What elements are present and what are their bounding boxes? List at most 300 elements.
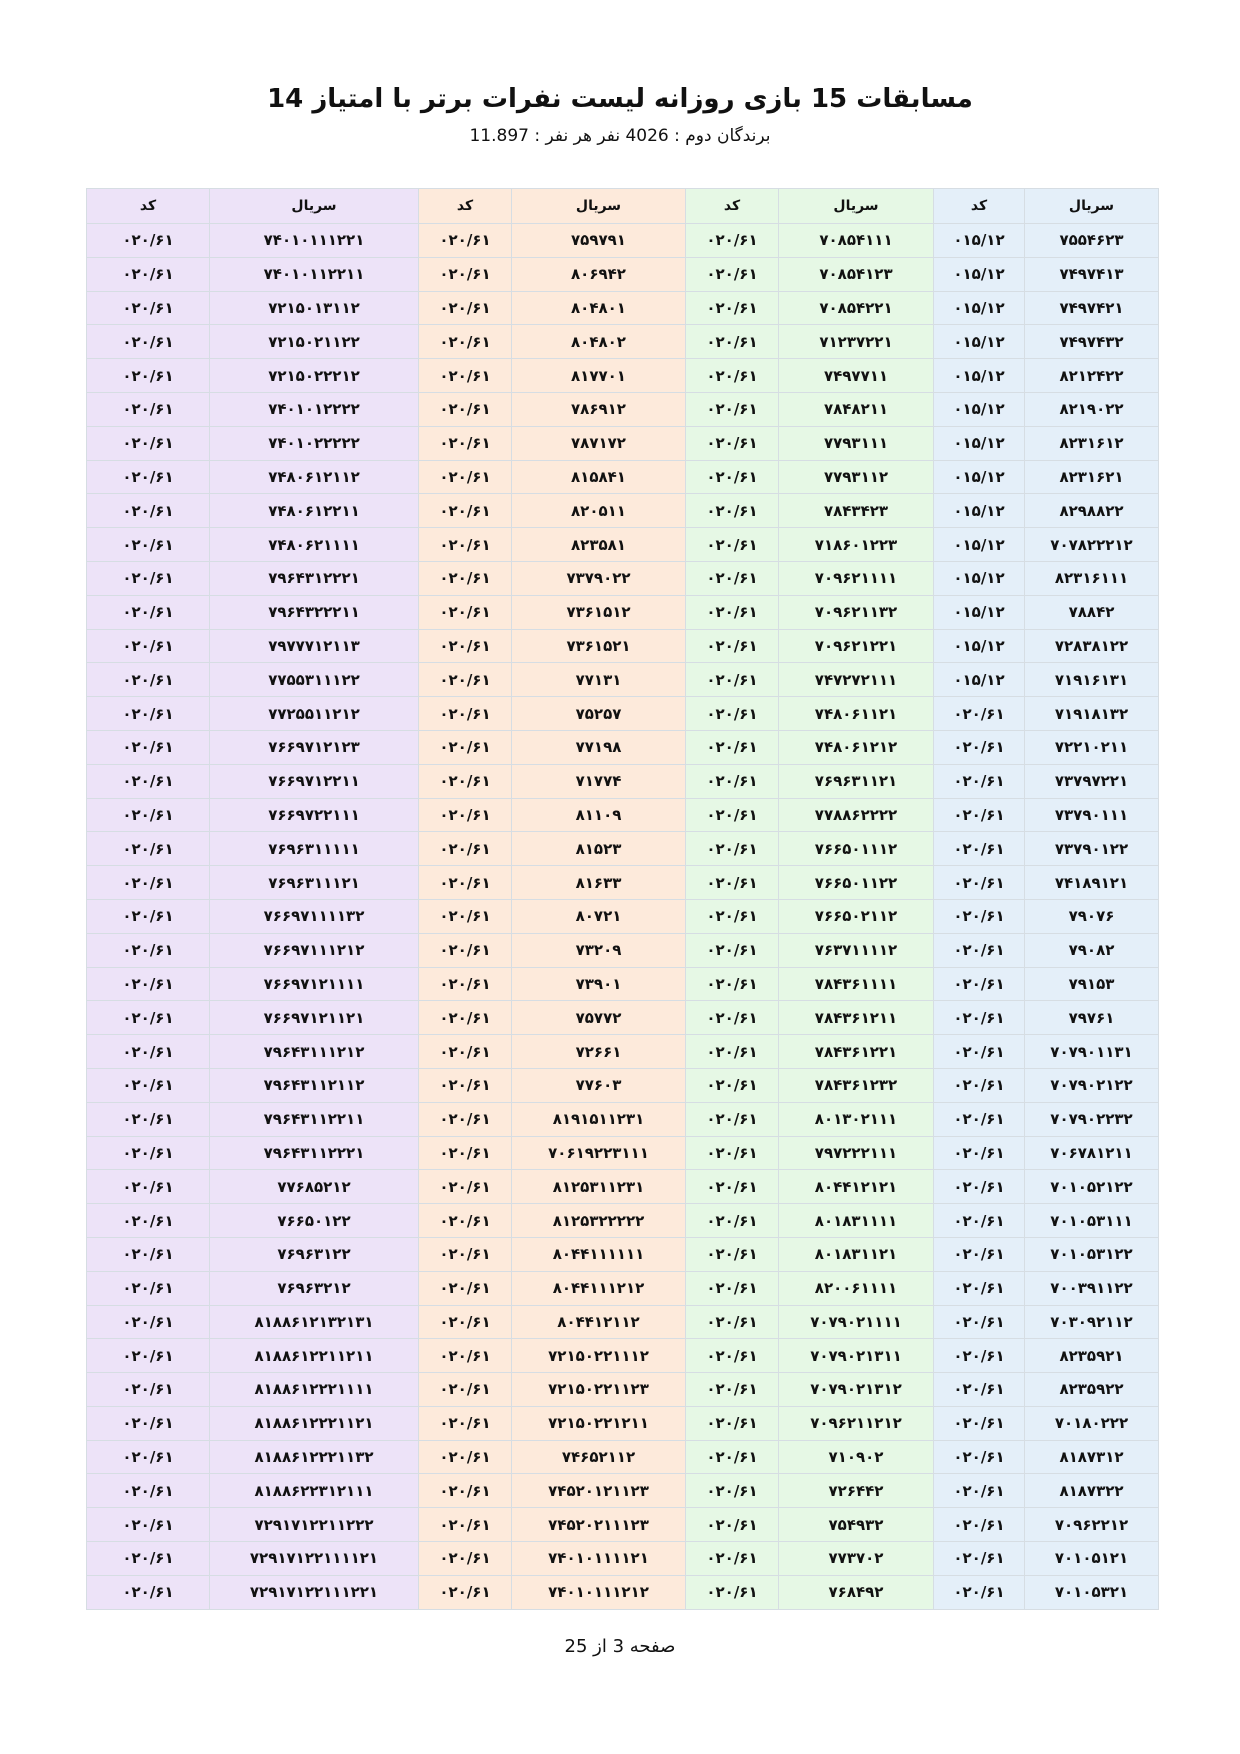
table-row bbox=[87, 1508, 1159, 1542]
page-subtitle: برندگان دوم : 4026 نفر هر نفر : 11.897 bbox=[469, 126, 771, 146]
code-cell: ۰۲۰/۶۱ bbox=[419, 1339, 512, 1373]
serial-cell: ۷۱۰۹۰۲ bbox=[779, 1440, 934, 1474]
code-cell: ۰۲۰/۶۱ bbox=[419, 663, 512, 697]
serial-cell: ۷۶۹۶۳۱۲۲ bbox=[210, 1237, 419, 1271]
code-cell: ۰۲۰/۶۱ bbox=[419, 460, 512, 494]
serial-cell: ۷۱۹۱۶۱۳۱ bbox=[1025, 663, 1159, 697]
serial-cell: ۷۹۷۶۱ bbox=[1025, 1001, 1159, 1035]
serial-cell: ۸۰۴۴۱۲۱۲۱ bbox=[779, 1170, 934, 1204]
code-cell: ۰۲۰/۶۱ bbox=[686, 1102, 779, 1136]
code-cell: ۰۲۰/۶۱ bbox=[686, 1542, 779, 1576]
code-cell: ۰۲۰/۶۱ bbox=[87, 1305, 210, 1339]
code-cell: ۰۲۰/۶۱ bbox=[686, 257, 779, 291]
serial-cell: ۷۵۷۷۲ bbox=[512, 1001, 686, 1035]
code-cell: ۰۲۰/۶۱ bbox=[934, 730, 1025, 764]
code-cell: ۰۲۰/۶۱ bbox=[686, 663, 779, 697]
code-cell: ۰۲۰/۶۱ bbox=[686, 697, 779, 731]
code-cell: ۰۲۰/۶۱ bbox=[686, 1339, 779, 1373]
code-cell: ۰۲۰/۶۱ bbox=[87, 1508, 210, 1542]
serial-cell: ۷۲۱۵۰۲۱۱۲۲ bbox=[210, 325, 419, 359]
serial-cell: ۷۶۶۵۰۲۱۱۲ bbox=[779, 899, 934, 933]
serial-cell: ۷۸۴۳۶۱۲۲۱ bbox=[779, 1035, 934, 1069]
serial-cell: ۷۶۶۹۷۱۲۱۱۱۱ bbox=[210, 967, 419, 1001]
code-cell: ۰۲۰/۶۱ bbox=[87, 1440, 210, 1474]
code-cell: ۰۲۰/۶۱ bbox=[87, 460, 210, 494]
code-cell: ۰۲۰/۶۱ bbox=[686, 1068, 779, 1102]
serial-cell: ۷۹۶۴۳۱۱۲۲۲۱ bbox=[210, 1136, 419, 1170]
table-row bbox=[87, 595, 1159, 629]
table-row bbox=[87, 561, 1159, 595]
serial-cell: ۷۳۷۹۰۱۲۲ bbox=[1025, 832, 1159, 866]
code-cell: ۰۲۰/۶۱ bbox=[934, 1068, 1025, 1102]
code-cell: ۰۲۰/۶۱ bbox=[934, 764, 1025, 798]
code-cell: ۰۲۰/۶۱ bbox=[419, 866, 512, 900]
serial-cell: ۸۰۴۴۱۱۱۲۱۲ bbox=[512, 1271, 686, 1305]
serial-cell: ۷۴۰۱۰۱۱۲۲۱۱ bbox=[210, 257, 419, 291]
code-cell: ۰۲۰/۶۱ bbox=[419, 1575, 512, 1609]
code-cell: ۰۲۰/۶۱ bbox=[686, 561, 779, 595]
serial-cell: ۷۶۶۹۷۱۲۱۲۳ bbox=[210, 730, 419, 764]
code-cell: ۰۲۰/۶۱ bbox=[419, 1170, 512, 1204]
code-cell: ۰۲۰/۶۱ bbox=[87, 663, 210, 697]
serial-cell: ۸۲۱۲۴۲۲ bbox=[1025, 359, 1159, 393]
code-cell: ۰۲۰/۶۱ bbox=[419, 1474, 512, 1508]
code-cell: ۰۲۰/۶۱ bbox=[419, 1406, 512, 1440]
page-header bbox=[0, 84, 1240, 146]
serial-cell: ۸۱۷۷۰۱ bbox=[512, 359, 686, 393]
serial-cell: ۷۱۸۶۰۱۲۲۳ bbox=[779, 528, 934, 562]
code-cell: ۰۲۰/۶۱ bbox=[419, 1204, 512, 1238]
serial-cell: ۷۹۰۷۶ bbox=[1025, 899, 1159, 933]
code-cell: ۰۲۰/۶۱ bbox=[87, 866, 210, 900]
serial-cell: ۷۹۶۴۳۲۲۲۱۱ bbox=[210, 595, 419, 629]
serial-cell: ۷۸۴۳۶۱۲۳۲ bbox=[779, 1068, 934, 1102]
serial-cell: ۷۱۹۱۸۱۳۲ bbox=[1025, 697, 1159, 731]
code-cell: ۰۲۰/۶۱ bbox=[87, 1237, 210, 1271]
code-cell: ۰۲۰/۶۱ bbox=[686, 460, 779, 494]
serial-cell: ۷۴۶۵۲۱۱۲ bbox=[512, 1440, 686, 1474]
serial-cell: ۷۴۹۷۴۱۳ bbox=[1025, 257, 1159, 291]
serial-cell: ۷۳۷۹۰۱۱۱ bbox=[1025, 798, 1159, 832]
table-row bbox=[87, 1237, 1159, 1271]
code-cell: ۰۲۰/۶۱ bbox=[934, 1271, 1025, 1305]
code-cell: ۰۲۰/۶۱ bbox=[87, 325, 210, 359]
table-row bbox=[87, 663, 1159, 697]
code-cell: ۰۲۰/۶۱ bbox=[934, 1440, 1025, 1474]
table-row bbox=[87, 494, 1159, 528]
code-cell: ۰۲۰/۶۱ bbox=[934, 1339, 1025, 1373]
serial-cell: ۸۱۸۸۶۱۲۲۲۱۱۲۱ bbox=[210, 1406, 419, 1440]
serial-cell: ۷۰۷۹۰۲۱۱۱۱ bbox=[779, 1305, 934, 1339]
serial-cell: ۷۳۷۹۷۲۲۱ bbox=[1025, 764, 1159, 798]
code-cell: ۰۲۰/۶۱ bbox=[87, 764, 210, 798]
code-cell: ۰۲۰/۶۱ bbox=[686, 629, 779, 663]
serial-cell: ۷۳۷۹۰۲۲ bbox=[512, 561, 686, 595]
serial-cell: ۷۹۰۸۲ bbox=[1025, 933, 1159, 967]
code-cell: ۰۲۰/۶۱ bbox=[419, 1440, 512, 1474]
serial-cell: ۸۲۳۵۹۲۱ bbox=[1025, 1339, 1159, 1373]
code-cell: ۰۱۵/۱۲ bbox=[934, 257, 1025, 291]
table-row bbox=[87, 933, 1159, 967]
column-header-code: کد bbox=[87, 189, 210, 224]
serial-cell: ۸۱۵۸۴۱ bbox=[512, 460, 686, 494]
serial-cell: ۷۰۱۰۵۱۲۱ bbox=[1025, 1542, 1159, 1576]
code-cell: ۰۲۰/۶۱ bbox=[686, 967, 779, 1001]
serial-cell: ۷۰۸۵۴۲۲۱ bbox=[779, 291, 934, 325]
code-cell: ۰۲۰/۶۱ bbox=[686, 1575, 779, 1609]
serial-cell: ۷۶۹۶۳۱۱۱۲۱ bbox=[210, 866, 419, 900]
table-row bbox=[87, 629, 1159, 663]
serial-cell: ۷۴۸۰۶۲۱۱۱۱ bbox=[210, 528, 419, 562]
code-cell: ۰۲۰/۶۱ bbox=[87, 1068, 210, 1102]
code-cell: ۰۲۰/۶۱ bbox=[686, 764, 779, 798]
serial-cell: ۸۰۶۹۴۲ bbox=[512, 257, 686, 291]
code-cell: ۰۲۰/۶۱ bbox=[87, 1373, 210, 1407]
serial-cell: ۷۳۶۱۵۱۲ bbox=[512, 595, 686, 629]
serial-cell: ۸۱۲۵۳۱۱۲۳۱ bbox=[512, 1170, 686, 1204]
serial-cell: ۷۶۶۹۷۱۱۱۲۱۲ bbox=[210, 933, 419, 967]
table-row bbox=[87, 224, 1159, 258]
code-cell: ۰۲۰/۶۱ bbox=[686, 291, 779, 325]
code-cell: ۰۲۰/۶۱ bbox=[686, 392, 779, 426]
code-cell: ۰۲۰/۶۱ bbox=[419, 899, 512, 933]
code-cell: ۰۱۵/۱۲ bbox=[934, 224, 1025, 258]
code-cell: ۰۲۰/۶۱ bbox=[87, 1035, 210, 1069]
table-row bbox=[87, 1575, 1159, 1609]
table-row bbox=[87, 426, 1159, 460]
serial-cell: ۸۰۱۳۰۲۱۱۱ bbox=[779, 1102, 934, 1136]
code-cell: ۰۲۰/۶۱ bbox=[686, 1170, 779, 1204]
serial-cell: ۷۷۱۳۱ bbox=[512, 663, 686, 697]
serial-cell: ۷۰۱۸۰۲۲۲ bbox=[1025, 1406, 1159, 1440]
code-cell: ۰۲۰/۶۱ bbox=[934, 899, 1025, 933]
serial-cell: ۷۹۶۴۳۱۱۱۲۱۲ bbox=[210, 1035, 419, 1069]
code-cell: ۰۲۰/۶۱ bbox=[419, 494, 512, 528]
serial-cell: ۷۸۸۴۲ bbox=[1025, 595, 1159, 629]
code-cell: ۰۲۰/۶۱ bbox=[686, 1271, 779, 1305]
code-cell: ۰۲۰/۶۱ bbox=[686, 1204, 779, 1238]
serial-cell: ۸۲۳۵۸۱ bbox=[512, 528, 686, 562]
serial-cell: ۷۸۴۳۶۱۱۱۱ bbox=[779, 967, 934, 1001]
code-cell: ۰۲۰/۶۱ bbox=[87, 798, 210, 832]
code-cell: ۰۲۰/۶۱ bbox=[87, 1406, 210, 1440]
code-cell: ۰۲۰/۶۱ bbox=[686, 899, 779, 933]
serial-cell: ۷۴۵۲۰۲۱۱۱۲۳ bbox=[512, 1508, 686, 1542]
serial-cell: ۸۲۳۱۶۲۱ bbox=[1025, 460, 1159, 494]
table-row bbox=[87, 392, 1159, 426]
table-row bbox=[87, 1136, 1159, 1170]
code-cell: ۰۲۰/۶۱ bbox=[419, 1237, 512, 1271]
serial-cell: ۷۰۸۵۴۱۱۱ bbox=[779, 224, 934, 258]
table-row bbox=[87, 730, 1159, 764]
code-cell: ۰۲۰/۶۱ bbox=[419, 1373, 512, 1407]
serial-cell: ۷۴۷۲۷۲۱۱۱ bbox=[779, 663, 934, 697]
table-row bbox=[87, 1170, 1159, 1204]
code-cell: ۰۲۰/۶۱ bbox=[419, 697, 512, 731]
serial-cell: ۸۲۳۱۶۱۱۱ bbox=[1025, 561, 1159, 595]
serial-cell: ۷۲۱۵۰۱۳۱۱۲ bbox=[210, 291, 419, 325]
serial-cell: ۸۲۹۸۸۲۲ bbox=[1025, 494, 1159, 528]
code-cell: ۰۲۰/۶۱ bbox=[87, 832, 210, 866]
serial-cell: ۷۲۱۵۰۲۲۱۱۲۳ bbox=[512, 1373, 686, 1407]
table-row bbox=[87, 528, 1159, 562]
code-cell: ۰۲۰/۶۱ bbox=[419, 1035, 512, 1069]
code-cell: ۰۲۰/۶۱ bbox=[419, 1305, 512, 1339]
code-cell: ۰۲۰/۶۱ bbox=[419, 426, 512, 460]
serial-cell: ۷۶۶۹۷۱۱۱۱۳۲ bbox=[210, 899, 419, 933]
serial-cell: ۷۶۶۹۷۲۲۱۱۱ bbox=[210, 798, 419, 832]
serial-cell: ۷۷۳۷۰۲ bbox=[779, 1542, 934, 1576]
serial-cell: ۸۱۸۷۳۲۲ bbox=[1025, 1474, 1159, 1508]
serial-cell: ۷۰۶۷۸۱۲۱۱ bbox=[1025, 1136, 1159, 1170]
serial-cell: ۸۰۴۸۰۲ bbox=[512, 325, 686, 359]
code-cell: ۰۱۵/۱۲ bbox=[934, 392, 1025, 426]
code-cell: ۰۲۰/۶۱ bbox=[934, 1508, 1025, 1542]
code-cell: ۰۲۰/۶۱ bbox=[686, 798, 779, 832]
code-cell: ۰۲۰/۶۱ bbox=[87, 561, 210, 595]
code-cell: ۰۲۰/۶۱ bbox=[87, 224, 210, 258]
serial-cell: ۷۶۶۵۰۱۱۲۲ bbox=[779, 866, 934, 900]
code-cell: ۰۲۰/۶۱ bbox=[419, 392, 512, 426]
serial-cell: ۷۰۱۰۵۲۱۲۲ bbox=[1025, 1170, 1159, 1204]
table-row bbox=[87, 832, 1159, 866]
table-body bbox=[87, 224, 1159, 1610]
serial-cell: ۷۳۲۰۹ bbox=[512, 933, 686, 967]
serial-cell: ۷۷۱۹۸ bbox=[512, 730, 686, 764]
serial-cell: ۸۰۴۴۱۱۱۱۱۱ bbox=[512, 1237, 686, 1271]
serial-cell: ۷۴۸۰۶۱۲۱۲ bbox=[779, 730, 934, 764]
serial-cell: ۷۴۱۸۹۱۲۱ bbox=[1025, 866, 1159, 900]
code-cell: ۰۲۰/۶۱ bbox=[419, 359, 512, 393]
serial-cell: ۸۱۹۱۵۱۱۲۳۱ bbox=[512, 1102, 686, 1136]
code-cell: ۰۲۰/۶۱ bbox=[686, 528, 779, 562]
column-header-serial: سریال bbox=[779, 189, 934, 224]
code-cell: ۰۲۰/۶۱ bbox=[87, 1271, 210, 1305]
page-title: مسابقات 15 بازی روزانه لیست نفرات برتر با امتیاز 14 bbox=[267, 84, 973, 114]
serial-cell: ۷۴۰۱۰۱۱۱۲۱۲ bbox=[512, 1575, 686, 1609]
serial-cell: ۸۲۰۰۶۱۱۱۱ bbox=[779, 1271, 934, 1305]
code-cell: ۰۲۰/۶۱ bbox=[686, 494, 779, 528]
serial-cell: ۷۴۸۰۶۱۱۲۱ bbox=[779, 697, 934, 731]
serial-cell: ۷۸۴۳۶۱۲۱۱ bbox=[779, 1001, 934, 1035]
code-cell: ۰۲۰/۶۱ bbox=[87, 494, 210, 528]
serial-cell: ۸۱۸۸۶۱۲۲۲۱۱۳۲ bbox=[210, 1440, 419, 1474]
serial-cell: ۷۲۱۵۰۲۲۱۲۱۱ bbox=[512, 1406, 686, 1440]
code-cell: ۰۲۰/۶۱ bbox=[686, 1136, 779, 1170]
serial-cell: ۷۳۹۰۱ bbox=[512, 967, 686, 1001]
code-cell: ۰۲۰/۶۱ bbox=[419, 1542, 512, 1576]
serial-cell: ۸۱۸۸۶۱۲۱۳۲۱۳۱ bbox=[210, 1305, 419, 1339]
code-cell: ۰۱۵/۱۲ bbox=[934, 528, 1025, 562]
code-cell: ۰۲۰/۶۱ bbox=[87, 528, 210, 562]
code-cell: ۰۲۰/۶۱ bbox=[419, 1001, 512, 1035]
code-cell: ۰۲۰/۶۱ bbox=[419, 798, 512, 832]
serial-cell: ۷۴۹۷۴۲۱ bbox=[1025, 291, 1159, 325]
code-cell: ۰۱۵/۱۲ bbox=[934, 629, 1025, 663]
serial-cell: ۸۱۲۵۳۲۲۲۲۲ bbox=[512, 1204, 686, 1238]
code-cell: ۰۲۰/۶۱ bbox=[419, 1508, 512, 1542]
serial-cell: ۷۶۶۹۷۱۲۱۱۲۱ bbox=[210, 1001, 419, 1035]
table-row bbox=[87, 1204, 1159, 1238]
serial-cell: ۷۲۸۳۸۱۲۲ bbox=[1025, 629, 1159, 663]
code-cell: ۰۲۰/۶۱ bbox=[934, 1102, 1025, 1136]
serial-cell: ۷۵۹۷۹۱ bbox=[512, 224, 686, 258]
table-row bbox=[87, 697, 1159, 731]
column-header-code: کد bbox=[934, 189, 1025, 224]
column-header-serial: سریال bbox=[1025, 189, 1159, 224]
code-cell: ۰۲۰/۶۱ bbox=[686, 1406, 779, 1440]
code-cell: ۰۲۰/۶۱ bbox=[934, 1373, 1025, 1407]
serial-cell: ۷۳۶۱۵۲۱ bbox=[512, 629, 686, 663]
serial-cell: ۷۴۹۷۴۳۲ bbox=[1025, 325, 1159, 359]
serial-cell: ۷۶۶۵۰۱۲۲ bbox=[210, 1204, 419, 1238]
serial-cell: ۷۷۶۰۳ bbox=[512, 1068, 686, 1102]
serial-cell: ۷۴۰۱۰۱۲۲۲۲ bbox=[210, 392, 419, 426]
serial-cell: ۷۲۱۵۰۲۲۱۱۱۲ bbox=[512, 1339, 686, 1373]
serial-cell: ۷۸۴۳۴۲۳ bbox=[779, 494, 934, 528]
table-row bbox=[87, 1542, 1159, 1576]
code-cell: ۰۲۰/۶۱ bbox=[686, 1440, 779, 1474]
column-header-serial: سریال bbox=[512, 189, 686, 224]
code-cell: ۰۲۰/۶۱ bbox=[87, 967, 210, 1001]
code-cell: ۰۲۰/۶۱ bbox=[686, 1001, 779, 1035]
serial-cell: ۷۴۸۰۶۱۲۱۱۲ bbox=[210, 460, 419, 494]
serial-cell: ۷۹۶۴۳۱۱۲۲۱۱ bbox=[210, 1102, 419, 1136]
code-cell: ۰۲۰/۶۱ bbox=[87, 1136, 210, 1170]
code-cell: ۰۲۰/۶۱ bbox=[686, 1373, 779, 1407]
code-cell: ۰۲۰/۶۱ bbox=[686, 359, 779, 393]
table-row bbox=[87, 1406, 1159, 1440]
serial-cell: ۷۶۸۴۹۲ bbox=[779, 1575, 934, 1609]
code-cell: ۰۲۰/۶۱ bbox=[934, 798, 1025, 832]
serial-cell: ۷۲۱۵۰۲۲۲۱۲ bbox=[210, 359, 419, 393]
serial-cell: ۸۱۵۲۳ bbox=[512, 832, 686, 866]
serial-cell: ۸۲۱۹۰۲۲ bbox=[1025, 392, 1159, 426]
code-cell: ۰۲۰/۶۱ bbox=[419, 629, 512, 663]
code-cell: ۰۲۰/۶۱ bbox=[686, 1474, 779, 1508]
serial-cell: ۷۰۱۰۵۳۱۲۲ bbox=[1025, 1237, 1159, 1271]
serial-cell: ۸۱۸۷۳۱۲ bbox=[1025, 1440, 1159, 1474]
code-cell: ۰۲۰/۶۱ bbox=[934, 1237, 1025, 1271]
code-cell: ۰۲۰/۶۱ bbox=[686, 224, 779, 258]
serial-cell: ۷۹۱۵۳ bbox=[1025, 967, 1159, 1001]
serial-cell: ۷۷۶۸۵۲۱۲ bbox=[210, 1170, 419, 1204]
code-cell: ۰۲۰/۶۱ bbox=[934, 1136, 1025, 1170]
table-row bbox=[87, 1305, 1159, 1339]
code-cell: ۰۲۰/۶۱ bbox=[686, 325, 779, 359]
code-cell: ۰۱۵/۱۲ bbox=[934, 663, 1025, 697]
table-row bbox=[87, 257, 1159, 291]
table-row bbox=[87, 1474, 1159, 1508]
code-cell: ۰۲۰/۶۱ bbox=[419, 224, 512, 258]
table-row bbox=[87, 967, 1159, 1001]
serial-cell: ۷۱۲۳۷۲۲۱ bbox=[779, 325, 934, 359]
serial-cell: ۸۰۷۲۱ bbox=[512, 899, 686, 933]
code-cell: ۰۲۰/۶۱ bbox=[934, 1204, 1025, 1238]
code-cell: ۰۱۵/۱۲ bbox=[934, 494, 1025, 528]
serial-cell: ۸۱۸۸۶۱۲۲۲۱۱۱۱ bbox=[210, 1373, 419, 1407]
code-cell: ۰۲۰/۶۱ bbox=[87, 730, 210, 764]
serial-cell: ۸۱۶۳۳ bbox=[512, 866, 686, 900]
serial-cell: ۷۰۹۶۲۲۱۲ bbox=[1025, 1508, 1159, 1542]
code-cell: ۰۲۰/۶۱ bbox=[686, 1035, 779, 1069]
table-row bbox=[87, 460, 1159, 494]
code-cell: ۰۲۰/۶۱ bbox=[419, 1136, 512, 1170]
code-cell: ۰۲۰/۶۱ bbox=[934, 832, 1025, 866]
code-cell: ۰۲۰/۶۱ bbox=[419, 291, 512, 325]
code-cell: ۰۲۰/۶۱ bbox=[419, 325, 512, 359]
serial-cell: ۷۸۶۹۱۲ bbox=[512, 392, 686, 426]
column-header-serial: سریال bbox=[210, 189, 419, 224]
serial-cell: ۷۷۹۳۱۱۱ bbox=[779, 426, 934, 460]
code-cell: ۰۲۰/۶۱ bbox=[934, 1001, 1025, 1035]
table-row bbox=[87, 1373, 1159, 1407]
serial-cell: ۸۰۴۴۱۲۱۱۲ bbox=[512, 1305, 686, 1339]
table-row bbox=[87, 1271, 1159, 1305]
serial-cell: ۷۰۹۶۲۱۱۲۱۲ bbox=[779, 1406, 934, 1440]
serial-cell: ۸۰۱۸۳۱۱۲۱ bbox=[779, 1237, 934, 1271]
table-row bbox=[87, 359, 1159, 393]
code-cell: ۰۲۰/۶۱ bbox=[87, 291, 210, 325]
code-cell: ۰۲۰/۶۱ bbox=[934, 1474, 1025, 1508]
table-row bbox=[87, 764, 1159, 798]
serial-cell: ۷۶۹۶۳۱۱۱۱۱ bbox=[210, 832, 419, 866]
serial-cell: ۷۹۷۷۷۱۲۱۱۳ bbox=[210, 629, 419, 663]
code-cell: ۰۲۰/۶۱ bbox=[686, 1508, 779, 1542]
code-cell: ۰۲۰/۶۱ bbox=[87, 1170, 210, 1204]
serial-cell: ۷۹۶۴۳۱۲۲۲۱ bbox=[210, 561, 419, 595]
serial-cell: ۷۶۶۹۷۱۲۲۱۱ bbox=[210, 764, 419, 798]
serial-cell: ۷۶۳۷۱۱۱۱۲ bbox=[779, 933, 934, 967]
serial-cell: ۷۰۳۰۹۲۱۱۲ bbox=[1025, 1305, 1159, 1339]
serial-cell: ۷۰۷۹۰۲۱۳۱۲ bbox=[779, 1373, 934, 1407]
serial-cell: ۷۷۸۸۶۲۲۲۲ bbox=[779, 798, 934, 832]
code-cell: ۰۲۰/۶۱ bbox=[934, 866, 1025, 900]
code-cell: ۰۲۰/۶۱ bbox=[87, 1204, 210, 1238]
code-cell: ۰۲۰/۶۱ bbox=[419, 561, 512, 595]
serial-cell: ۷۴۸۰۶۱۲۲۱۱ bbox=[210, 494, 419, 528]
serial-cell: ۷۲۹۱۷۱۲۲۱۱۱۱۲۱ bbox=[210, 1542, 419, 1576]
table-row bbox=[87, 325, 1159, 359]
code-cell: ۰۲۰/۶۱ bbox=[87, 1575, 210, 1609]
serial-cell: ۷۰۹۶۲۱۱۱۱ bbox=[779, 561, 934, 595]
serial-cell: ۷۰۸۵۴۱۲۳ bbox=[779, 257, 934, 291]
serial-cell: ۷۵۲۵۷ bbox=[512, 697, 686, 731]
serial-cell: ۷۴۹۷۷۱۱ bbox=[779, 359, 934, 393]
code-cell: ۰۲۰/۶۱ bbox=[686, 1237, 779, 1271]
serial-cell: ۷۷۹۳۱۱۲ bbox=[779, 460, 934, 494]
table-row bbox=[87, 866, 1159, 900]
serial-cell: ۷۵۵۴۶۲۳ bbox=[1025, 224, 1159, 258]
table-row bbox=[87, 798, 1159, 832]
code-cell: ۰۲۰/۶۱ bbox=[934, 1305, 1025, 1339]
page-number: صفحه 3 از 25 bbox=[564, 1636, 676, 1657]
serial-cell: ۷۴۰۱۰۱۱۱۱۲۱ bbox=[512, 1542, 686, 1576]
code-cell: ۰۲۰/۶۱ bbox=[934, 1542, 1025, 1576]
code-cell: ۰۲۰/۶۱ bbox=[934, 933, 1025, 967]
table-row bbox=[87, 1339, 1159, 1373]
serial-cell: ۷۷۵۵۳۱۱۱۲۲ bbox=[210, 663, 419, 697]
serial-cell: ۷۸۴۸۲۱۱ bbox=[779, 392, 934, 426]
code-cell: ۰۲۰/۶۱ bbox=[87, 899, 210, 933]
code-cell: ۰۲۰/۶۱ bbox=[686, 730, 779, 764]
serial-cell: ۷۴۰۱۰۲۲۲۲۲ bbox=[210, 426, 419, 460]
serial-cell: ۷۹۶۴۳۱۱۲۱۱۲ bbox=[210, 1068, 419, 1102]
code-cell: ۰۲۰/۶۱ bbox=[87, 426, 210, 460]
serial-cell: ۸۱۱۰۹ bbox=[512, 798, 686, 832]
code-cell: ۰۱۵/۱۲ bbox=[934, 561, 1025, 595]
table-row bbox=[87, 291, 1159, 325]
